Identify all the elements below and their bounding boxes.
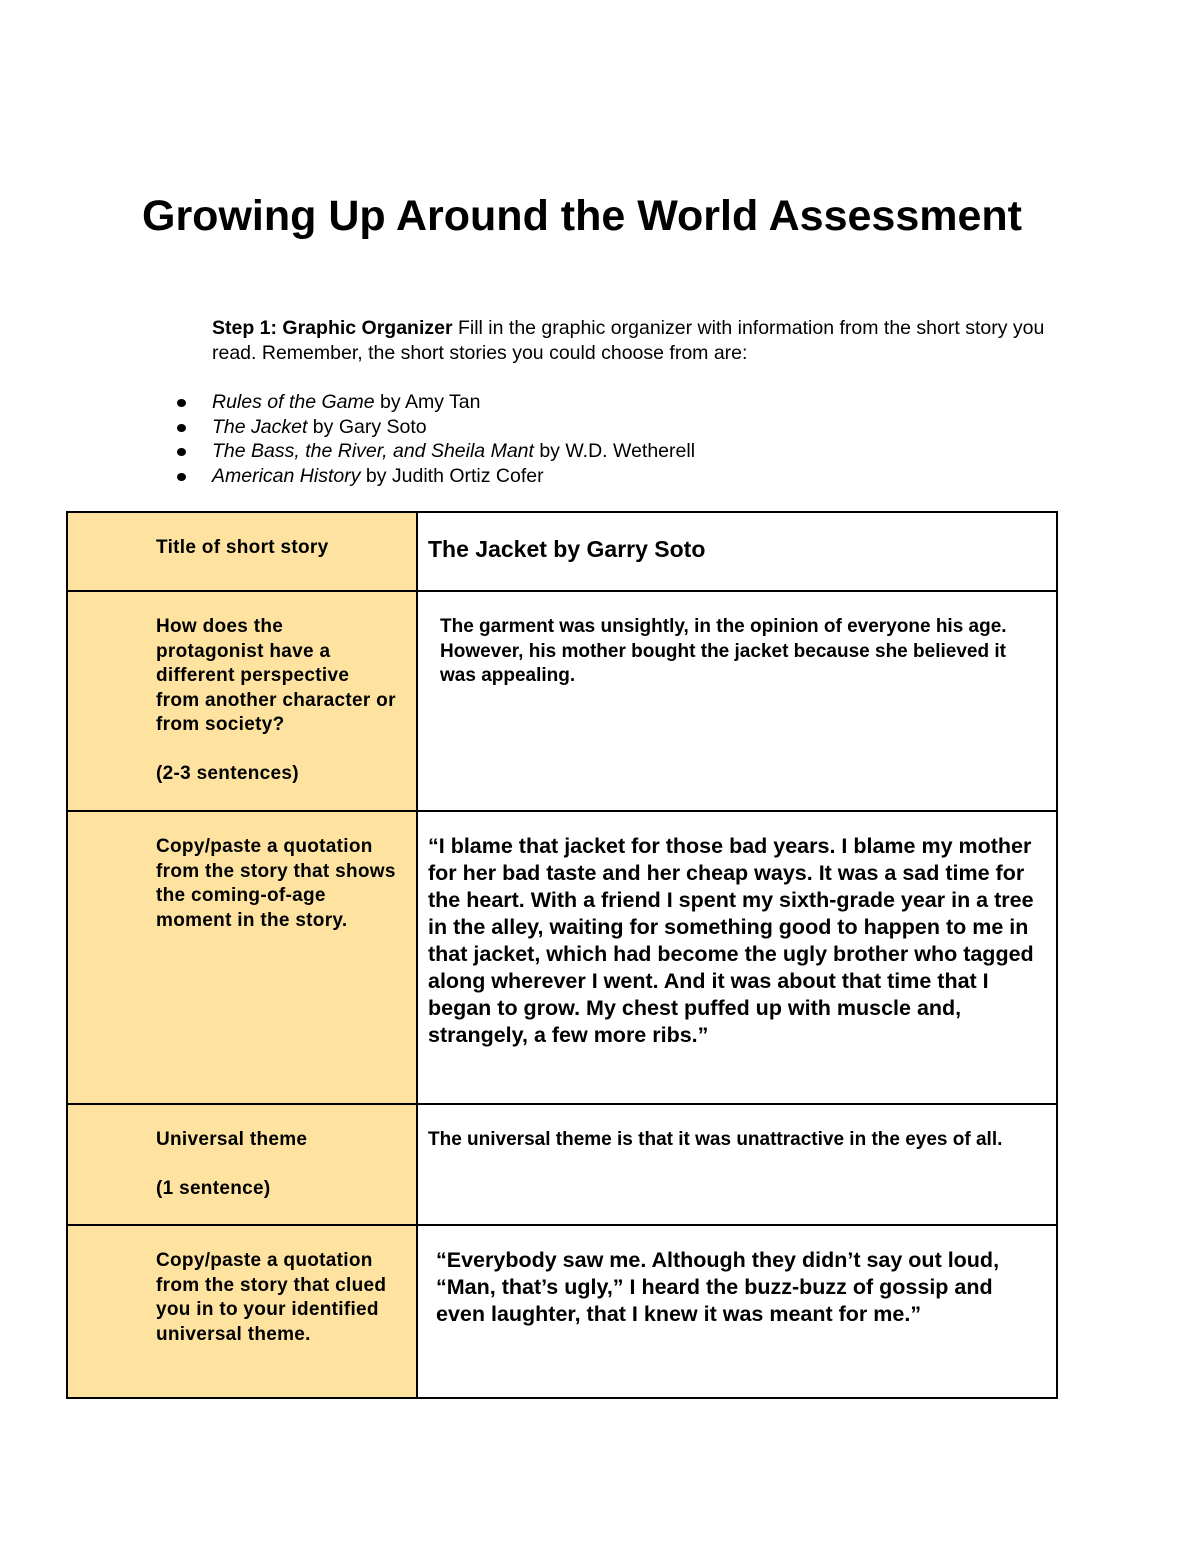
row-label-cell	[67, 1104, 417, 1225]
row-label-cell	[67, 1225, 417, 1398]
coming-of-age-quote-answer[interactable]: “I blame that jacket for those bad years. I blame my mother for her bad taste and her cheap ways. It was a sad time for the heart. With a friend I spent my sixth-grade year in a tree in the alley, waiting for something good to happen to me in that jacket, which had become the ugly brother who tagged along wherever I went. And it was about that time that I began to grow. My chest puffed up with muscle and, strangely, a few more ribs.”	[428, 834, 1034, 1047]
table-row	[67, 1225, 1057, 1398]
perspective-answer[interactable]: The garment was unsightly, in the opinion of everyone his age. However, his mother bought the jacket because she believed it was appealing.	[440, 616, 1007, 686]
story-author: by Gary Soto	[307, 415, 427, 438]
table-row	[67, 591, 1057, 811]
story-title: American History	[212, 464, 361, 487]
story-author: by Amy Tan	[374, 391, 481, 413]
row-label: Title of short story	[156, 537, 329, 558]
story-author: by W.D. Wetherell	[533, 440, 696, 462]
bullet-icon	[177, 424, 186, 432]
step-label: Step 1: Graphic Organizer	[212, 317, 453, 339]
universal-theme-answer[interactable]: The universal theme is that it was unattractive in the eyes of all.	[428, 1129, 1003, 1150]
story-list-item	[212, 415, 1062, 440]
row-answer-cell[interactable]	[417, 591, 1057, 811]
story-list-item	[212, 390, 1062, 415]
graphic-organizer-table	[66, 511, 1058, 1399]
story-title-answer[interactable]: The Jacket by Garry Soto	[428, 536, 706, 562]
table-row	[67, 811, 1057, 1104]
page-title: Growing Up Around the World Assessment	[142, 192, 1022, 240]
story-title: The Bass, the River, and Sheila Mant	[212, 440, 534, 462]
row-answer-cell[interactable]	[417, 512, 1057, 591]
story-title: The Jacket	[212, 415, 308, 438]
bullet-icon	[177, 448, 186, 456]
row-label-cell	[67, 811, 417, 1104]
row-answer-cell[interactable]	[417, 1104, 1057, 1225]
row-note: (1 sentence)	[156, 1177, 271, 1199]
table-row	[67, 1104, 1057, 1225]
table-row	[67, 512, 1057, 591]
row-label-cell	[67, 512, 417, 591]
theme-quote-answer[interactable]: “Everybody saw me. Although they didn’t say out loud, “Man, that’s ugly,” I heard the buzz-buzz of gossip and even laughter, that I knew it was meant for me.”	[436, 1248, 1000, 1326]
row-label-cell	[67, 591, 417, 811]
instructions	[212, 316, 1062, 365]
row-label: Copy/paste a quotation from the story that shows the coming-of-age moment in the story.	[156, 836, 396, 931]
row-label: Universal theme	[156, 1129, 308, 1150]
step-text: Fill in the graphic organizer with information from the short story you read. Remember, the short stories you could choose from are:	[212, 317, 1045, 364]
bullet-icon	[177, 473, 186, 481]
story-list	[212, 390, 1062, 488]
story-list-item	[212, 439, 1062, 464]
story-list-item	[212, 464, 1062, 489]
row-answer-cell[interactable]	[417, 811, 1057, 1104]
row-label: Copy/paste a quotation from the story that clued you in to your identified universal theme.	[156, 1250, 387, 1345]
row-answer-cell[interactable]	[417, 1225, 1057, 1398]
story-title: Rules of the Game	[212, 391, 375, 413]
row-note: (2-3 sentences)	[156, 762, 299, 784]
bullet-icon	[177, 399, 186, 407]
row-label: How does the protagonist have a different perspective from another character or from society?	[156, 616, 396, 735]
story-author: by Judith Ortiz Cofer	[360, 464, 544, 487]
